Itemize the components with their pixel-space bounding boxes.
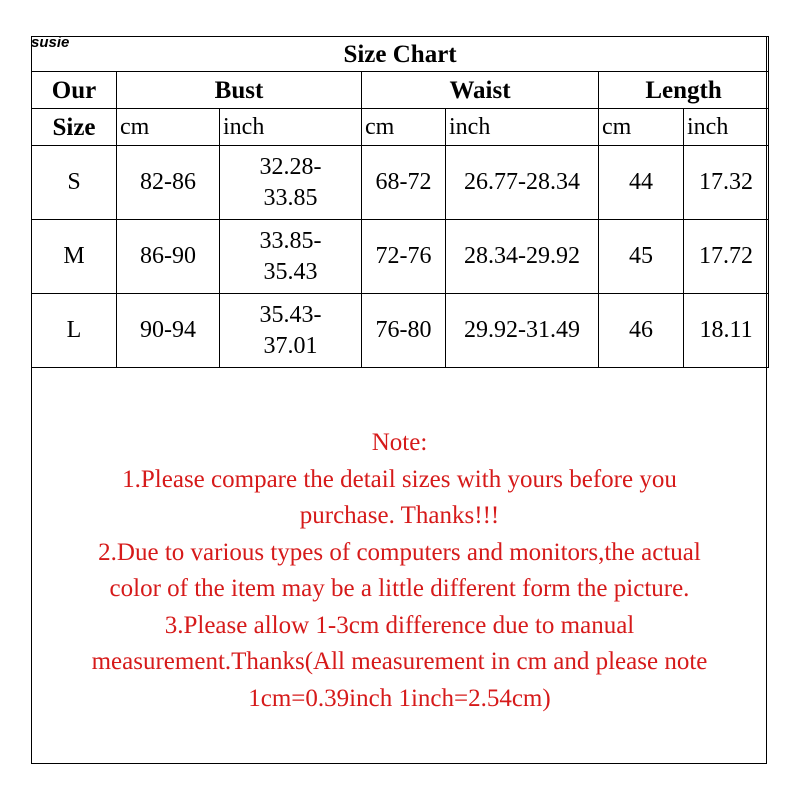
note-line: purchase. Thanks!!! xyxy=(299,502,500,529)
table-row xyxy=(32,220,769,294)
waist-cm: 72-76 xyxy=(362,220,446,294)
bust-inch-line2: 37.01 xyxy=(263,332,318,359)
bust-cm: 86-90 xyxy=(117,220,220,294)
unit-bust-inch: inch xyxy=(220,109,362,146)
unit-length-cm: cm xyxy=(599,109,684,146)
bust-inch-line1: 35.43- xyxy=(259,301,322,328)
bust-inch xyxy=(220,294,362,368)
unit-waist-cm: cm xyxy=(362,109,446,146)
group-header-row xyxy=(32,72,769,109)
table-row xyxy=(32,294,769,368)
unit-waist-inch: inch xyxy=(446,109,599,146)
waist-cm: 76-80 xyxy=(362,294,446,368)
note-line: 3.Please allow 1-3cm difference due to manual xyxy=(164,611,635,639)
unit-bust-cm: cm xyxy=(117,109,220,146)
note-line: 1cm=0.39inch 1inch=2.54cm) xyxy=(248,684,551,712)
notes-block xyxy=(31,425,768,717)
note-line: measurement.Thanks(All measurement in cm and please note xyxy=(91,648,708,675)
length-cm: 46 xyxy=(599,294,684,368)
table-row xyxy=(32,146,769,220)
note-line: 1.Please compare the detail sizes with yours before you xyxy=(122,465,677,493)
unit-length-inch: inch xyxy=(684,109,769,146)
header-our: Our xyxy=(32,72,117,109)
bust-cm: 90-94 xyxy=(117,294,220,368)
header-waist: Waist xyxy=(362,72,599,109)
header-size: Size xyxy=(32,109,117,146)
size-label: L xyxy=(32,294,117,368)
length-inch: 17.32 xyxy=(684,146,769,220)
size-chart-table xyxy=(31,36,769,368)
bust-cm: 82-86 xyxy=(117,146,220,220)
waist-inch: 29.92-31.49 xyxy=(446,294,599,368)
bust-inch-line2: 33.85 xyxy=(263,184,318,211)
bust-inch-line2: 35.43 xyxy=(263,258,318,285)
waist-cm: 68-72 xyxy=(362,146,446,220)
header-length: Length xyxy=(599,72,769,109)
header-bust: Bust xyxy=(117,72,362,109)
brand-label: susie xyxy=(31,34,70,51)
chart-title: Size Chart xyxy=(32,37,769,72)
bust-inch-line1: 33.85- xyxy=(259,227,322,254)
note-line: color of the item may be a little different form the picture. xyxy=(109,575,690,602)
bust-inch xyxy=(220,220,362,294)
length-cm: 44 xyxy=(599,146,684,220)
bust-inch-line1: 32.28- xyxy=(259,153,322,180)
unit-header-row xyxy=(32,109,769,146)
size-label: S xyxy=(32,146,117,220)
waist-inch: 28.34-29.92 xyxy=(446,220,599,294)
length-inch: 17.72 xyxy=(684,220,769,294)
note-line: 2.Due to various types of computers and monitors,the actual xyxy=(98,538,701,566)
size-label: M xyxy=(32,220,117,294)
waist-inch: 26.77-28.34 xyxy=(446,146,599,220)
length-cm: 45 xyxy=(599,220,684,294)
length-inch: 18.11 xyxy=(684,294,769,368)
bust-inch xyxy=(220,146,362,220)
title-row xyxy=(32,37,769,72)
note-heading: Note: xyxy=(371,429,428,456)
